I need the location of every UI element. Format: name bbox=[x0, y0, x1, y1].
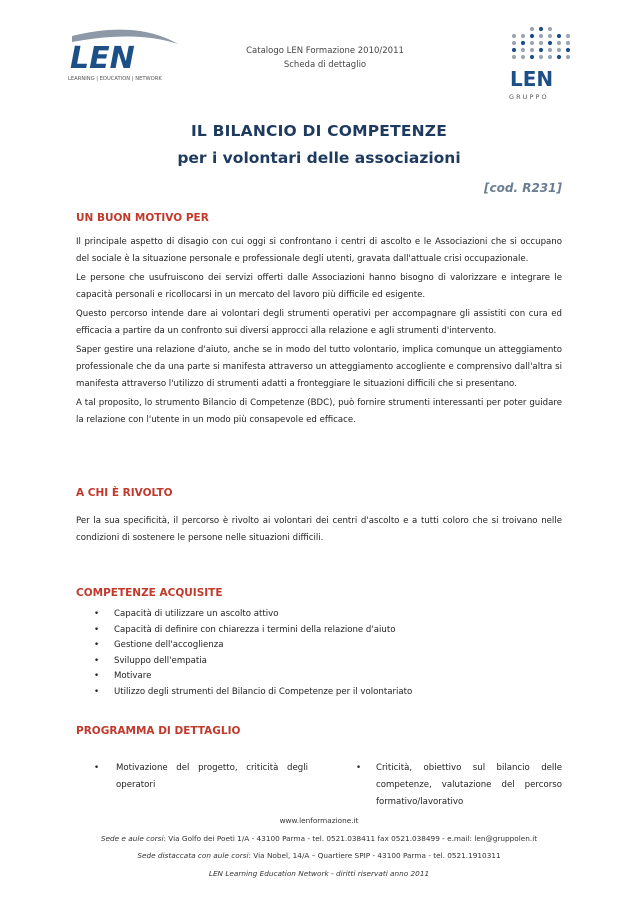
logo-dot bbox=[548, 48, 552, 52]
logo-dots-icon bbox=[512, 27, 570, 59]
logo-dot bbox=[566, 55, 570, 59]
bullet-icon: • bbox=[94, 686, 100, 697]
logo-dot bbox=[530, 55, 534, 59]
logo-dot bbox=[548, 41, 552, 45]
footer-copyright bbox=[0, 865, 638, 883]
logo-dot bbox=[512, 34, 516, 38]
logo-dot bbox=[530, 27, 534, 31]
list-item bbox=[76, 654, 556, 670]
logo-dot bbox=[512, 41, 516, 45]
logo-dot bbox=[521, 48, 525, 52]
footer-copyright-text: LEN Learning Education Network - diritti riservati anno 2011 bbox=[208, 868, 430, 878]
list-item-text: Capacità di definire con chiarezza i termini della relazione d'aiuto bbox=[114, 624, 396, 635]
logo-dot bbox=[539, 34, 543, 38]
section-heading-programma: PROGRAMMA DI DETTAGLIO bbox=[76, 725, 241, 737]
logo-right-sub: G R U P P O bbox=[509, 93, 547, 101]
logo-dot bbox=[548, 27, 552, 31]
header-catalog bbox=[180, 44, 470, 72]
paragraph: A tal proposito, lo strumento Bilancio di Competenze (BDC), può fornire strumenti interessanti per poter guidare la relazione con l'utente in un modo più consapevole ed efficace. bbox=[76, 398, 562, 425]
course-code: [cod. R231] bbox=[484, 181, 562, 195]
footer bbox=[0, 812, 638, 882]
logo-dot bbox=[566, 41, 570, 45]
logo-dot bbox=[521, 41, 525, 45]
bullet-icon: • bbox=[94, 624, 100, 635]
bullet-icon: • bbox=[94, 671, 100, 681]
logo-left-tagline: LEARNING | EDUCATION | NETWORK bbox=[68, 76, 162, 82]
list-item-text: Capacità di utilizzare un ascolto attivo bbox=[114, 609, 279, 619]
programma-item-left bbox=[94, 760, 308, 794]
programma-item-text: Motivazione del progetto, criticità degli operatori bbox=[116, 763, 308, 790]
logo-dot bbox=[539, 55, 543, 59]
logo-dot bbox=[539, 48, 543, 52]
list-item bbox=[76, 669, 556, 685]
list-item-text: Gestione dell'accoglienza bbox=[114, 640, 224, 650]
len-logo-left bbox=[66, 28, 186, 84]
page-title: IL BILANCIO DI COMPETENZE bbox=[190, 122, 448, 140]
footer-line-distaccata bbox=[0, 847, 638, 865]
list-item bbox=[76, 607, 556, 623]
logo-dot bbox=[521, 55, 525, 59]
list-item bbox=[76, 685, 556, 701]
paragraph: Saper gestire una relazione d'aiuto, anche se in modo del tutto volontario, implica comunque un atteggiamento professionale che da una parte si manifesta attraverso un atteggiamento accogliente e comprensivo dall'altra si manifesta attraverso l'utilizzo di strumenti adatti a fronteggiare le situazioni difficili che si presentano. bbox=[76, 345, 562, 389]
section-heading-motivo: UN BUON MOTIVO PER bbox=[76, 212, 209, 224]
paragraph: Il principale aspetto di disagio con cui oggi si confrontano i centri di ascolto e le Associazioni che si occupano del sociale è la situazione personale e professionale degli utenti, gravata dall'attuale crisi occupazionale. bbox=[76, 237, 562, 264]
logo-dot bbox=[512, 55, 516, 59]
logo-dot bbox=[557, 41, 561, 45]
logo-dot bbox=[557, 34, 561, 38]
logo-dot bbox=[566, 48, 570, 52]
logo-right-text: LEN bbox=[510, 67, 554, 91]
paragraph: Questo percorso intende dare ai volontari degli strumenti operativi per accompagnare gli assistiti con cura ed efficacia a partire da un confronto sui diversi approcci alla relazione e agli strumenti d'intervento. bbox=[76, 309, 562, 336]
logo-dot bbox=[566, 34, 570, 38]
logo-dot bbox=[530, 48, 534, 52]
catalog-subtitle: Scheda di dettaglio bbox=[283, 60, 367, 70]
logo-dot bbox=[539, 27, 543, 31]
logo-dot bbox=[557, 55, 561, 59]
logo-dot bbox=[521, 34, 525, 38]
section-heading-rivolto: A CHI È RIVOLTO bbox=[76, 487, 173, 499]
paragraph: Per la sua specificità, il percorso è rivolto ai volontari dei centri d'ascolto e a tutti coloro che si troivano nelle condizioni di sostenere le persone nelle situazioni difficili. bbox=[76, 516, 562, 543]
section-heading-competenze: COMPETENZE ACQUISITE bbox=[76, 587, 223, 599]
logo-dot bbox=[557, 48, 561, 52]
competenze-list bbox=[76, 607, 556, 700]
footer-website[interactable]: www.lenformazione.it bbox=[279, 816, 359, 825]
footer-text: : Via Golfo dei Poeti 1/A - 43100 Parma - tel. 0521.038411 fax 0521.038499 - e.mail: len@gruppolen.it bbox=[163, 833, 538, 843]
footer-label: Sede distaccata con aule corsi bbox=[137, 851, 249, 860]
footer-text: : Via Nobel, 14/A – Quartiere SPIP - 43100 Parma - tel. 0521.1910311 bbox=[248, 851, 501, 860]
len-gruppo-logo bbox=[506, 24, 578, 102]
paragraph: Le persone che usufruiscono dei servizi offerti dalle Associazioni hanno bisogno di valorizzare e integrare le capacità personali e ricollocarsi in un mercato del lavoro più difficile ed esigente. bbox=[76, 273, 562, 300]
bullet-icon: • bbox=[94, 640, 100, 650]
footer-label: Sede e aule corsi bbox=[100, 833, 164, 843]
bullet-icon: • bbox=[94, 655, 100, 666]
logo-left-text: LEN bbox=[70, 41, 135, 76]
bullet-icon: • bbox=[94, 609, 100, 619]
catalog-title: Catalogo LEN Formazione 2010/2011 bbox=[246, 46, 404, 56]
list-item-text: Sviluppo dell'empatia bbox=[114, 655, 207, 666]
bullet-icon: • bbox=[94, 763, 100, 773]
programma-item-text: Criticità, obiettivo sul bilancio delle competenze, valutazione del percorso formativo/lavorativo bbox=[376, 763, 562, 807]
list-item-text: Motivare bbox=[114, 671, 152, 681]
logo-dot bbox=[548, 34, 552, 38]
logo-dot bbox=[539, 41, 543, 45]
logo-dot bbox=[548, 55, 552, 59]
footer-line-sede bbox=[0, 830, 638, 848]
logo-dot bbox=[530, 34, 534, 38]
page-subtitle: per i volontari delle associazioni bbox=[177, 149, 461, 167]
list-item bbox=[76, 623, 556, 639]
logo-dot bbox=[512, 48, 516, 52]
list-item-text: Utilizzo degli strumenti del Bilancio di Competenze per il volontariato bbox=[114, 686, 413, 697]
bullet-icon: • bbox=[356, 763, 362, 773]
logo-dot bbox=[530, 41, 534, 45]
programma-item-right bbox=[356, 760, 562, 811]
list-item bbox=[76, 638, 556, 654]
